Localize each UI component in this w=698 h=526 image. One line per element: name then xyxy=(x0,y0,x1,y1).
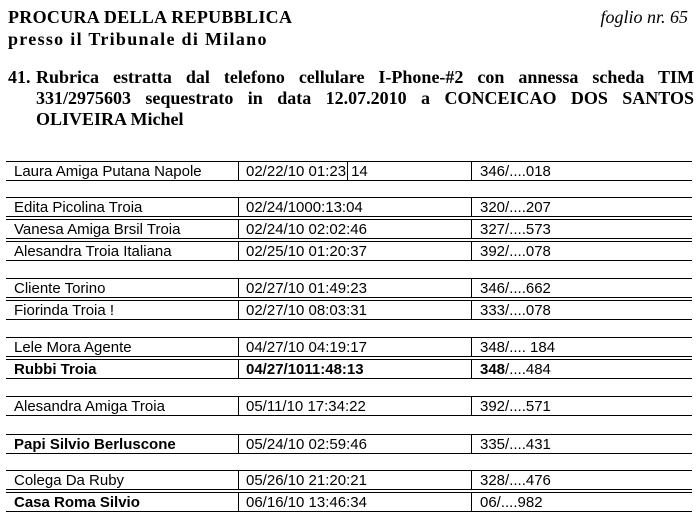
contact-number: 392/....571 xyxy=(480,398,551,415)
contact-date: 05/26/10 21:20:21 xyxy=(246,472,367,489)
contact-number xyxy=(480,360,690,378)
column-divider xyxy=(238,197,239,217)
contact-name: Casa Roma Silvio xyxy=(14,494,140,511)
contact-name: Papi Silvio Berluscone xyxy=(14,436,176,453)
column-divider xyxy=(471,359,472,379)
column-divider xyxy=(238,337,239,357)
contact-date: 02/22/10 01:23 14 xyxy=(246,163,368,180)
column-divider xyxy=(238,300,239,320)
contact-name: Edita Picolina Troia xyxy=(14,199,143,216)
table-row xyxy=(6,396,692,416)
section-number: 41. xyxy=(8,67,31,87)
contact-date: 02/27/10 08:03:31 xyxy=(246,302,367,319)
table-row xyxy=(6,434,692,454)
column-divider xyxy=(238,219,239,239)
contact-date: 02/24/1000:13:04 xyxy=(246,199,363,216)
contact-date: 02/27/10 01:49:23 xyxy=(246,280,367,297)
column-divider xyxy=(238,492,239,512)
column-divider xyxy=(471,492,472,512)
column-divider xyxy=(238,241,239,261)
column-divider xyxy=(471,434,472,454)
contact-date: 04/27/10 04:19:17 xyxy=(246,339,367,356)
contact-number: 335/....431 xyxy=(480,436,551,453)
contact-date: 05/11/10 17:34:22 xyxy=(246,398,366,415)
column-divider xyxy=(238,396,239,416)
table-row xyxy=(6,278,692,298)
contact-name: Lele Mora Agente xyxy=(14,339,132,356)
contact-number: 327/....573 xyxy=(480,221,551,238)
table-row xyxy=(6,470,692,490)
contact-date-extra: 14 xyxy=(351,163,368,180)
contact-number: 346/....018 xyxy=(480,163,551,180)
table-row xyxy=(6,161,692,181)
contact-number: 346/....662 xyxy=(480,280,551,297)
table-row xyxy=(6,197,692,217)
column-divider xyxy=(471,219,472,239)
contact-number: 392/....078 xyxy=(480,243,551,260)
contact-number: 06/....982 xyxy=(480,494,543,511)
office-title: PROCURA DELLA REPUBBLICA xyxy=(8,7,293,27)
contact-number-prefix: 348 xyxy=(480,361,506,378)
contact-name: Colega Da Ruby xyxy=(14,472,125,489)
contact-name: Rubbi Troia xyxy=(14,361,97,378)
contact-number-rest: /....484 xyxy=(505,361,551,378)
table-row xyxy=(6,241,692,261)
column-divider xyxy=(238,470,239,490)
contact-name: Alesandra Amiga Troia xyxy=(14,398,165,415)
column-divider xyxy=(238,434,239,454)
contact-number: 328/....476 xyxy=(480,472,551,489)
column-divider xyxy=(471,396,472,416)
table-row xyxy=(6,359,692,379)
contact-date: 04/27/1011:48:13 xyxy=(246,361,364,378)
column-divider xyxy=(238,359,239,379)
contact-name: Vanesa Amiga Brsil Troia xyxy=(14,221,181,238)
contact-name: Alesandra Troia Italiana xyxy=(14,243,172,260)
table-row xyxy=(6,300,692,320)
contact-date: 02/24/10 02:02:46 xyxy=(246,221,367,238)
column-divider xyxy=(238,278,239,298)
column-divider xyxy=(238,161,239,181)
contact-date: 05/24/10 02:59:46 xyxy=(246,436,367,453)
column-divider xyxy=(471,470,472,490)
section-title-text: Rubrica estratta dal telefono cellulare I-Phone-#2 con annessa scheda TIM 331/2975603 sequestrato in data 12.07.2010 a CONCEICAO DOS SANTOS OLIVEIRA Michel xyxy=(36,67,694,129)
cell-divider xyxy=(347,162,348,180)
contact-date: 02/25/10 01:20:37 xyxy=(246,243,367,260)
section-heading xyxy=(8,67,694,130)
court-subtitle: presso il Tribunale di Milano xyxy=(8,29,268,49)
contact-number: 333/....078 xyxy=(480,302,551,319)
column-divider xyxy=(471,300,472,320)
contact-name: Fiorinda Troia ! xyxy=(14,302,115,319)
column-divider xyxy=(471,278,472,298)
column-divider xyxy=(471,197,472,217)
table-row xyxy=(6,219,692,239)
contact-number: 320/....207 xyxy=(480,199,551,216)
contact-date: 06/16/10 13:46:34 xyxy=(246,494,367,511)
contact-name: Laura Amiga Putana Napole xyxy=(14,163,202,180)
contact-number: 348/.... 184 xyxy=(480,339,556,356)
table-row xyxy=(6,337,692,357)
column-divider xyxy=(471,161,472,181)
table-row xyxy=(6,492,692,512)
column-divider xyxy=(471,241,472,261)
column-divider xyxy=(471,337,472,357)
sheet-number: foglio nr. 65 xyxy=(600,7,688,27)
contact-name: Cliente Torino xyxy=(14,280,106,297)
